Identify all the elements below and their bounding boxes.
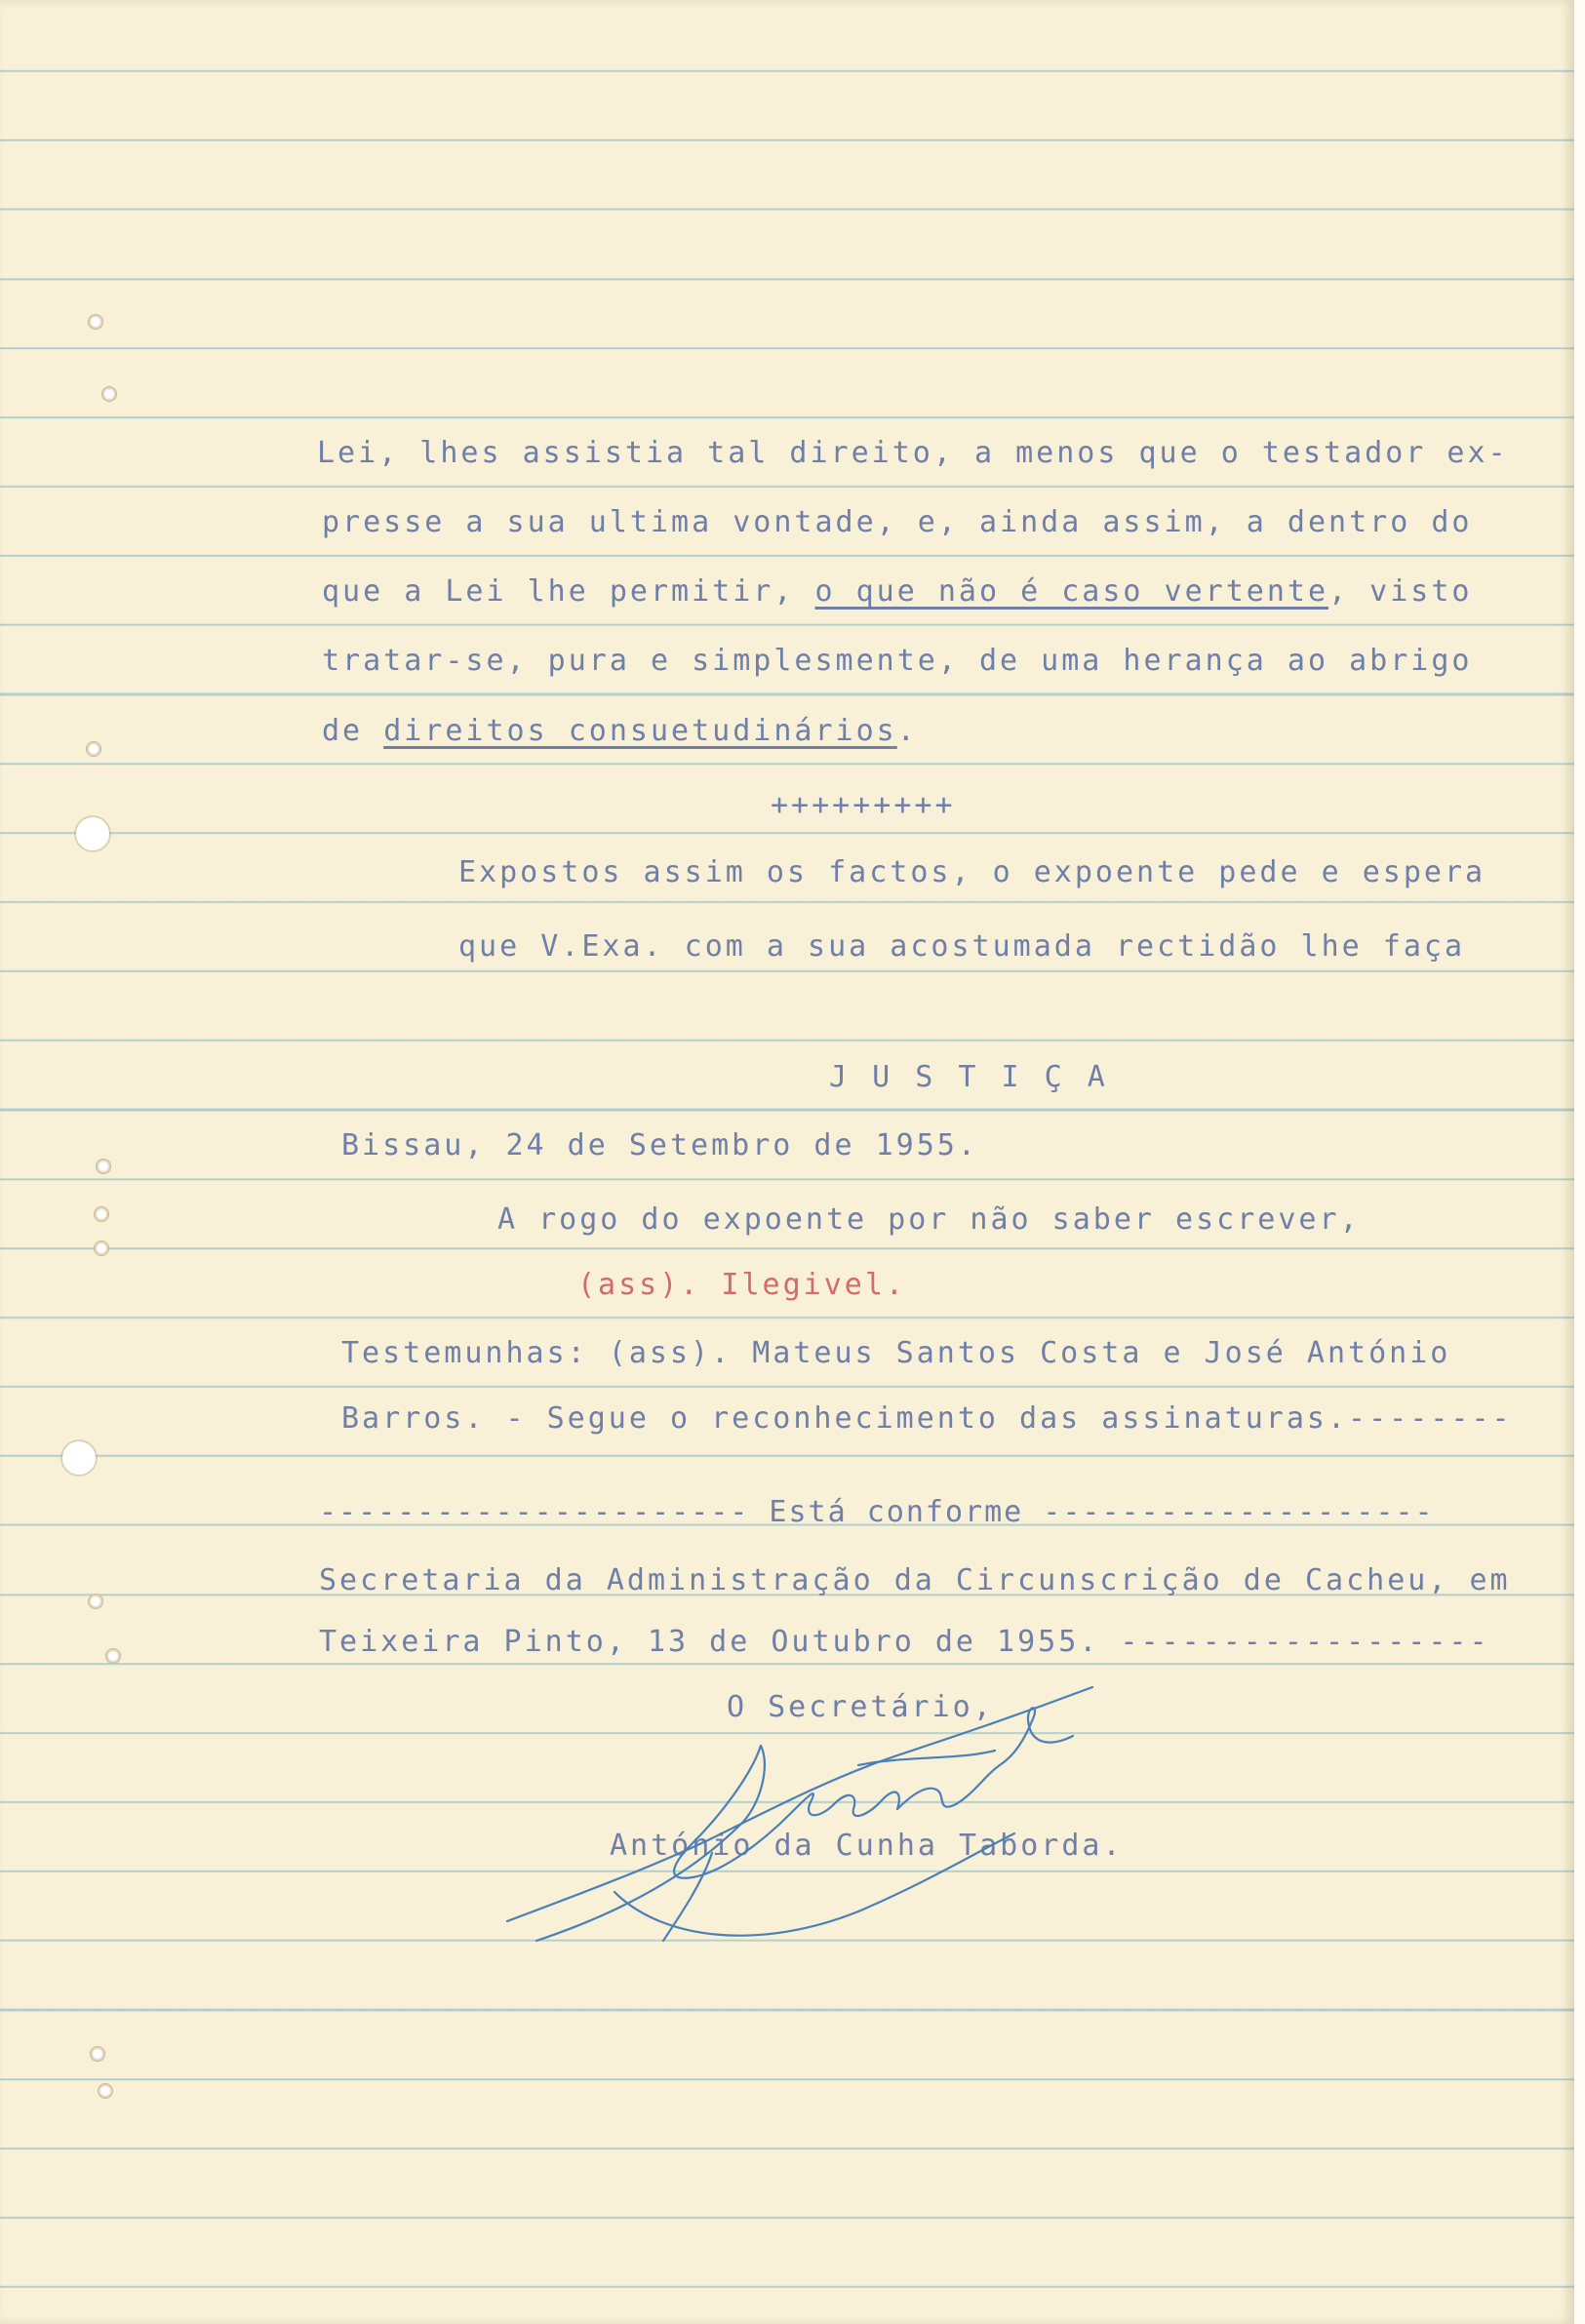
secretaria-line-2: Teixeira Pinto, 13 de Outubro de 1955. ------------------ xyxy=(319,1625,1490,1659)
rogo-line: A rogo do expoente por não saber escrever, xyxy=(497,1202,1361,1237)
signature-note-ilegivel: (ass). Ilegivel. xyxy=(577,1268,906,1302)
body-line-4: tratar-se, pura e simplesmente, de uma herança ao abrigo xyxy=(322,644,1473,678)
body-line-2: presse a sua ultima vontade, e, ainda assim, a dentro do xyxy=(322,505,1473,539)
secretaria-line-1: Secretaria da Administração da Circunscrição de Cacheu, em xyxy=(319,1563,1511,1597)
pin-mark xyxy=(94,1241,109,1256)
pin-mark xyxy=(90,2046,105,2062)
pin-mark xyxy=(94,1206,109,1222)
pin-mark xyxy=(101,386,117,402)
date-line: Bissau, 24 de Setembro de 1955. xyxy=(341,1128,978,1162)
secretary-title: O Secretário, xyxy=(727,1690,994,1724)
heading-justica: J U S T I Ç A xyxy=(829,1060,1109,1094)
secretary-name: António da Cunha Taborda. xyxy=(610,1829,1124,1863)
body-line-5-start: de xyxy=(322,714,384,748)
pin-mark xyxy=(86,741,101,757)
punch-hole xyxy=(62,1441,96,1475)
pin-mark xyxy=(88,314,103,330)
handwritten-signature xyxy=(468,1648,1112,1970)
body-line-5 xyxy=(322,714,918,749)
witness-line-2: Barros. - Segue o reconhecimento das assinaturas.-------- xyxy=(341,1401,1513,1436)
request-line-2: que V.Exa. com a sua acostumada rectidão lhe faça xyxy=(458,929,1466,964)
request-line-1: Expostos assim os factos, o expoente pede e espera xyxy=(458,855,1486,889)
body-line-3-start: que a Lei lhe permitir, xyxy=(322,574,815,609)
pin-mark xyxy=(105,1648,121,1664)
pin-mark xyxy=(98,2083,113,2099)
body-line-5-end: . xyxy=(896,714,918,748)
pin-mark xyxy=(88,1594,103,1609)
underlined-phrase-direitos: direitos consuetudinários xyxy=(383,714,897,748)
punch-hole xyxy=(76,817,109,850)
conforme-line: ---------------------- Está conforme -------------------- xyxy=(319,1495,1435,1529)
page-edge xyxy=(1574,0,1585,2324)
body-line-1: Lei, lhes assistia tal direito, a menos que o testador ex- xyxy=(317,436,1509,470)
underlined-phrase-caso-vertente: o que não é caso vertente xyxy=(814,574,1329,609)
body-line-3-end: , visto xyxy=(1328,574,1473,609)
witness-line-1: Testemunhas: (ass). Mateus Santos Costa e José António xyxy=(341,1336,1451,1370)
pin-mark xyxy=(96,1159,111,1174)
separator-crosses: +++++++++ xyxy=(771,788,956,822)
body-line-3 xyxy=(322,574,1472,610)
